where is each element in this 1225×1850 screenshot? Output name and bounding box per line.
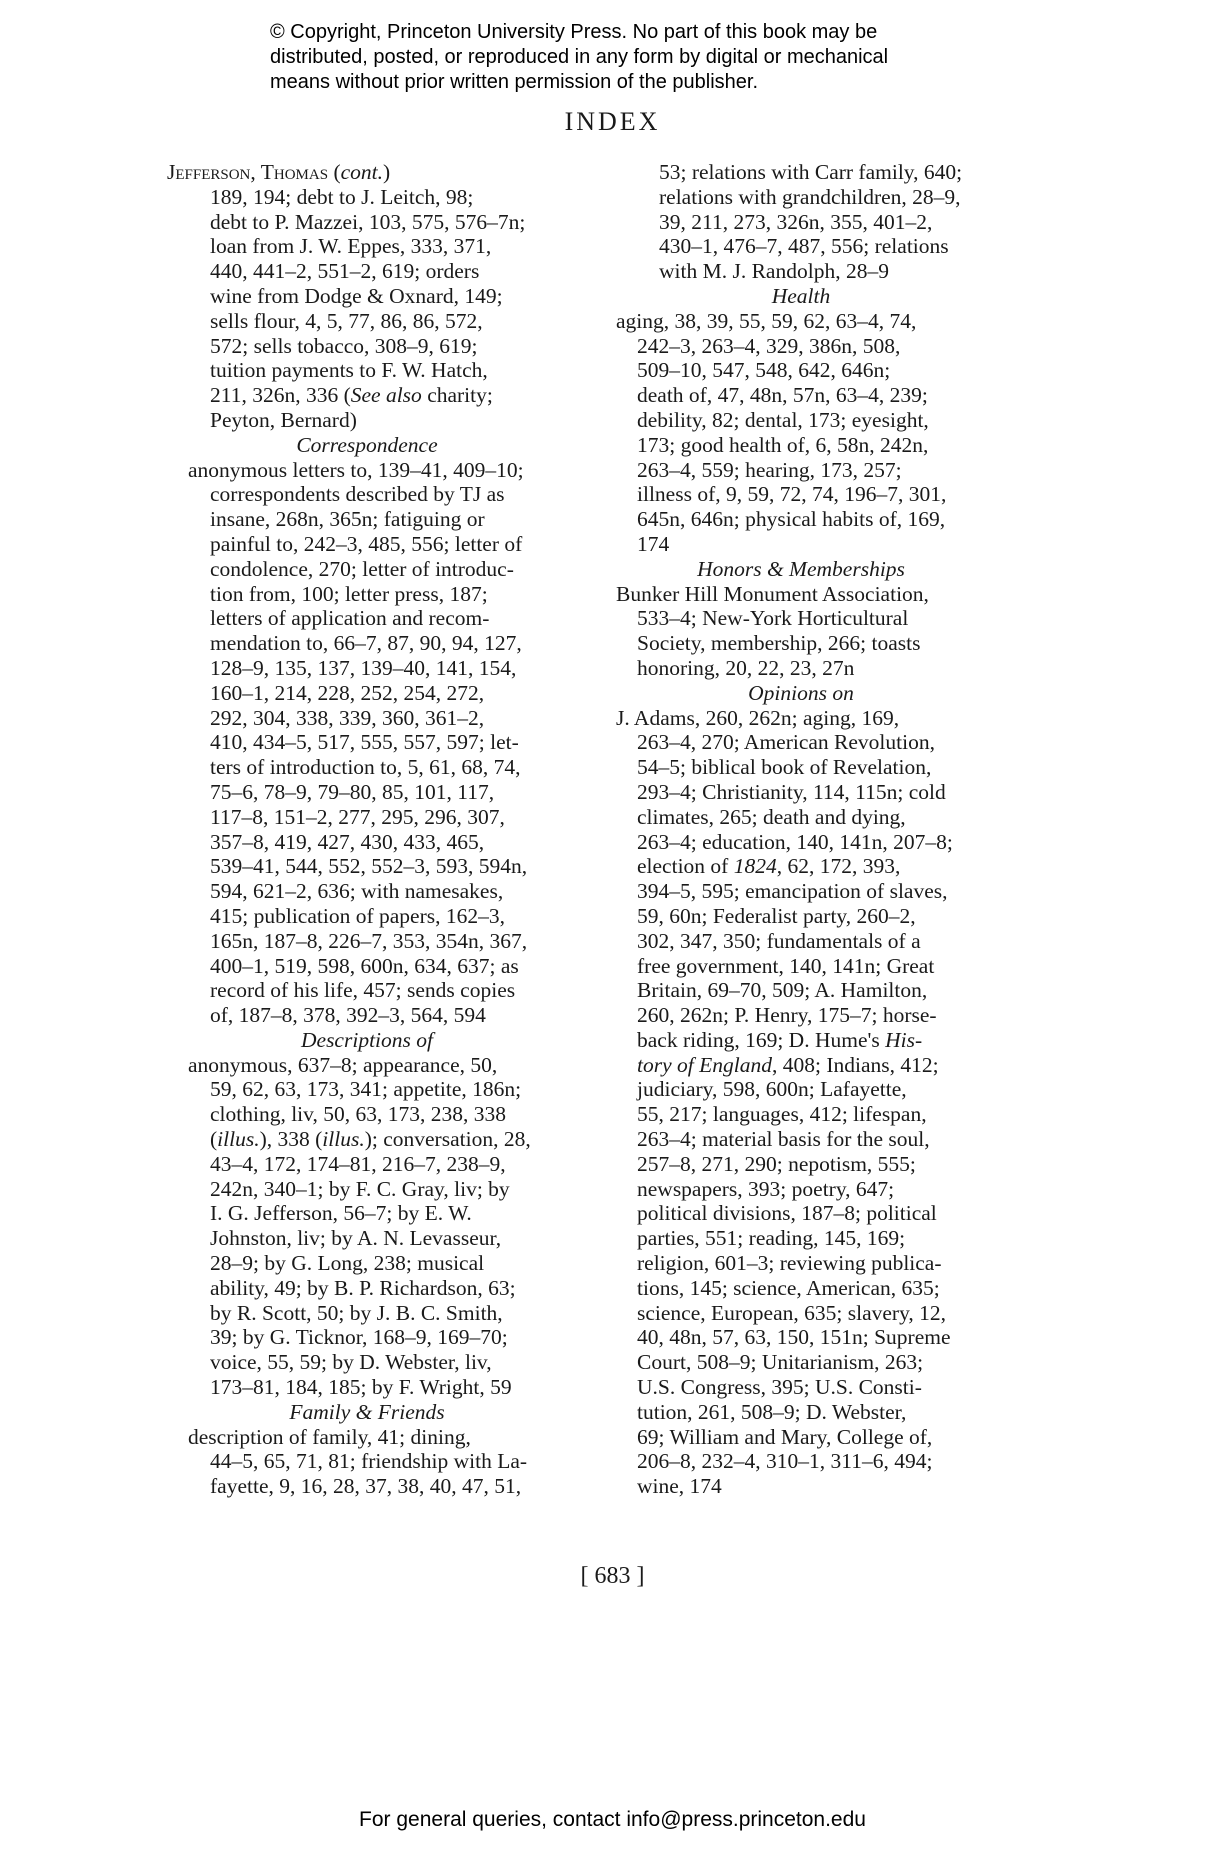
- index-line: relations with grandchildren, 28–9,: [659, 184, 961, 209]
- index-line: loan from J. W. Eppes, 333, 371,: [210, 234, 492, 259]
- subheading-honors: Honors & Memberships: [697, 556, 905, 581]
- index-line: 39, 211, 273, 326n, 355, 401–2,: [659, 209, 933, 234]
- page-number: [ 683 ]: [580, 1563, 645, 1589]
- index-line: election of 1824, 62, 172, 393,: [637, 854, 901, 879]
- index-line: Britain, 69–70, 509; A. Hamilton,: [637, 978, 928, 1003]
- index-line: 242n, 340–1; by F. C. Gray, liv; by: [210, 1176, 510, 1201]
- subheading-health: Health: [771, 283, 831, 308]
- page-title: INDEX: [564, 107, 661, 136]
- index-line: 410, 434–5, 517, 555, 557, 597; let-: [210, 730, 519, 755]
- index-line: 645n, 646n; physical habits of, 169,: [637, 507, 946, 532]
- index-line: debt to P. Mazzei, 103, 575, 576–7n;: [210, 209, 526, 234]
- index-line: illness of, 9, 59, 72, 74, 196–7, 301,: [637, 482, 947, 507]
- index-line: 440, 441–2, 551–2, 619; orders: [210, 259, 480, 284]
- index-line: death of, 47, 48n, 57n, 63–4, 239;: [637, 383, 928, 408]
- copyright-line: © Copyright, Princeton University Press. No part of this book may be: [270, 21, 878, 43]
- index-line: ters of introduction to, 5, 61, 68, 74,: [210, 755, 521, 780]
- index-line: fayette, 9, 16, 28, 37, 38, 40, 47, 51,: [210, 1474, 522, 1499]
- index-line: Peyton, Bernard): [210, 407, 357, 432]
- index-line: 263–4; education, 140, 141n, 207–8;: [637, 829, 953, 854]
- index-line: sells flour, 4, 5, 77, 86, 86, 572,: [210, 308, 483, 333]
- index-line: 59, 62, 63, 173, 341; appetite, 186n;: [210, 1077, 522, 1102]
- index-line: (illus.), 338 (illus.); conversation, 28,: [210, 1127, 531, 1152]
- index-line: Society, membership, 266; toasts: [637, 631, 921, 656]
- index-line: 292, 304, 338, 339, 360, 361–2,: [210, 705, 485, 730]
- index-line: 173; good health of, 6, 58n, 242n,: [637, 432, 929, 457]
- index-line: 189, 194; debt to J. Leitch, 98;: [210, 184, 474, 209]
- index-line: 59, 60n; Federalist party, 260–2,: [637, 903, 916, 928]
- index-line: debility, 82; dental, 173; eyesight,: [637, 407, 929, 432]
- index-line: tory of England, 408; Indians, 412;: [637, 1052, 939, 1077]
- index-line: 54–5; biblical book of Revelation,: [637, 755, 932, 780]
- subheading-descriptions: Descriptions of: [301, 1027, 433, 1052]
- index-line: anonymous letters to, 139–41, 409–10;: [188, 457, 524, 482]
- index-line: newspapers, 393; poetry, 647;: [637, 1176, 895, 1201]
- index-line: 174: [637, 531, 670, 556]
- index-line: painful to, 242–3, 485, 556; letter of: [210, 531, 523, 556]
- index-line: 293–4; Christianity, 114, 115n; cold: [637, 779, 946, 804]
- index-line: 357–8, 419, 427, 430, 433, 465,: [210, 829, 485, 854]
- index-line: insane, 268n, 365n; fatiguing or: [210, 507, 485, 532]
- index-line: 55, 217; languages, 412; lifespan,: [637, 1102, 927, 1127]
- index-entry-heading: Jefferson, Thomas (cont.): [167, 160, 391, 184]
- index-line: Court, 508–9; Unitarianism, 263;: [637, 1350, 924, 1375]
- index-line: 28–9; by G. Long, 238; musical: [210, 1251, 485, 1276]
- index-line: parties, 551; reading, 145, 169;: [637, 1226, 906, 1251]
- index-line: 394–5, 595; emancipation of slaves,: [637, 879, 948, 904]
- index-column-left: [167, 160, 577, 1499]
- index-line: anonymous, 637–8; appearance, 50,: [188, 1052, 498, 1077]
- index-line: tution, 261, 508–9; D. Webster,: [637, 1399, 907, 1424]
- index-line: 128–9, 135, 137, 139–40, 141, 154,: [210, 655, 517, 680]
- index-line: aging, 38, 39, 55, 59, 62, 63–4, 74,: [616, 308, 917, 333]
- copyright-line: means without prior written permission of the publisher.: [270, 71, 759, 93]
- index-line: ability, 49; by B. P. Richardson, 63;: [210, 1275, 516, 1300]
- index-line: 539–41, 544, 552, 552–3, 593, 594n,: [210, 854, 528, 879]
- index-line: J. Adams, 260, 262n; aging, 169,: [616, 705, 900, 730]
- index-line: 160–1, 214, 228, 252, 254, 272,: [210, 680, 485, 705]
- index-line: climates, 265; death and dying,: [637, 804, 906, 829]
- index-line: description of family, 41; dining,: [188, 1424, 471, 1449]
- index-line: correspondents described by TJ as: [210, 482, 505, 507]
- copyright-line: distributed, posted, or reproduced in any form by digital or mechanical: [270, 46, 889, 68]
- index-line: 206–8, 232–4, 310–1, 311–6, 494;: [637, 1449, 933, 1474]
- index-line: science, European, 635; slavery, 12,: [637, 1300, 947, 1325]
- index-line: political divisions, 187–8; political: [637, 1201, 937, 1226]
- index-line: 39; by G. Ticknor, 168–9, 169–70;: [210, 1325, 508, 1350]
- index-line: 263–4, 270; American Revolution,: [637, 730, 935, 755]
- index-line: back riding, 169; D. Hume's His-: [637, 1027, 923, 1052]
- index-line: 572; sells tobacco, 308–9, 619;: [210, 333, 478, 358]
- entry-name: Jefferson, Thomas: [167, 160, 329, 184]
- index-line: tion from, 100; letter press, 187;: [210, 581, 488, 606]
- index-line: tuition payments to F. W. Hatch,: [210, 358, 488, 383]
- index-line: voice, 55, 59; by D. Webster, liv,: [210, 1350, 492, 1375]
- index-line: 75–6, 78–9, 79–80, 85, 101, 117,: [210, 779, 495, 804]
- footer-contact: For general queries, contact info@press.princeton.edu: [359, 1808, 866, 1831]
- index-line: condolence, 270; letter of introduc-: [210, 556, 514, 581]
- index-line: clothing, liv, 50, 63, 173, 238, 338: [210, 1102, 507, 1127]
- index-line: with M. J. Randolph, 28–9: [659, 259, 889, 284]
- index-line: mendation to, 66–7, 87, 90, 94, 127,: [210, 631, 522, 656]
- index-line: by R. Scott, 50; by J. B. C. Smith,: [210, 1300, 503, 1325]
- index-line: 533–4; New-York Horticultural: [637, 606, 909, 631]
- index-line: 509–10, 547, 548, 642, 646n;: [637, 358, 891, 383]
- index-line: 173–81, 184, 185; by F. Wright, 59: [210, 1375, 512, 1400]
- index-line: U.S. Congress, 395; U.S. Consti-: [637, 1375, 922, 1400]
- index-line: letters of application and recom-: [210, 606, 490, 631]
- index-line: 415; publication of papers, 162–3,: [210, 903, 505, 928]
- index-line: 44–5, 65, 71, 81; friendship with La-: [210, 1449, 528, 1474]
- index-line: of, 187–8, 378, 392–3, 564, 594: [210, 1003, 486, 1028]
- index-line: judiciary, 598, 600n; Lafayette,: [637, 1077, 907, 1102]
- index-line: record of his life, 457; sends copies: [210, 978, 516, 1003]
- index-line: 257–8, 271, 290; nepotism, 555;: [637, 1151, 916, 1176]
- index-line: wine, 174: [637, 1474, 722, 1499]
- index-line: 594, 621–2, 636; with namesakes,: [210, 879, 504, 904]
- entry-cont: cont.: [340, 160, 384, 184]
- index-line: 40, 48n, 57, 63, 150, 151n; Supreme: [637, 1325, 951, 1350]
- index-line: Johnston, liv; by A. N. Levasseur,: [210, 1226, 502, 1251]
- index-line: tions, 145; science, American, 635;: [637, 1275, 940, 1300]
- index-line: 242–3, 263–4, 329, 386n, 508,: [637, 333, 901, 358]
- index-line: 263–4, 559; hearing, 173, 257;: [637, 457, 902, 482]
- index-line: wine from Dodge & Oxnard, 149;: [210, 283, 503, 308]
- index-line: 260, 262n; P. Henry, 175–7; horse-: [637, 1003, 937, 1028]
- index-line: 263–4; material basis for the soul,: [637, 1127, 930, 1152]
- subheading-opinions: Opinions on: [748, 680, 854, 705]
- index-line: 117–8, 151–2, 277, 295, 296, 307,: [210, 804, 505, 829]
- index-line: honoring, 20, 22, 23, 27n: [637, 655, 855, 680]
- copyright-notice: [270, 20, 990, 95]
- index-line: Bunker Hill Monument Association,: [616, 581, 929, 606]
- subheading-family: Family & Friends: [289, 1399, 445, 1424]
- subheading-correspondence: Correspondence: [296, 432, 438, 457]
- index-line: 430–1, 476–7, 487, 556; relations: [659, 234, 949, 259]
- index-line: free government, 140, 141n; Great: [637, 953, 935, 978]
- index-line: 211, 326n, 336 (See also charity;: [210, 383, 493, 408]
- index-line: I. G. Jefferson, 56–7; by E. W.: [210, 1201, 472, 1226]
- index-line: religion, 601–3; reviewing publica-: [637, 1251, 942, 1276]
- index-line: 43–4, 172, 174–81, 216–7, 238–9,: [210, 1151, 506, 1176]
- index-line: 302, 347, 350; fundamentals of a: [637, 928, 921, 953]
- index-column-right: [616, 160, 1006, 1499]
- index-line: 400–1, 519, 598, 600n, 634, 637; as: [210, 953, 519, 978]
- index-line: 165n, 187–8, 226–7, 353, 354n, 367,: [210, 928, 528, 953]
- index-line: 69; William and Mary, College of,: [637, 1424, 933, 1449]
- index-line: 53; relations with Carr family, 640;: [659, 160, 963, 184]
